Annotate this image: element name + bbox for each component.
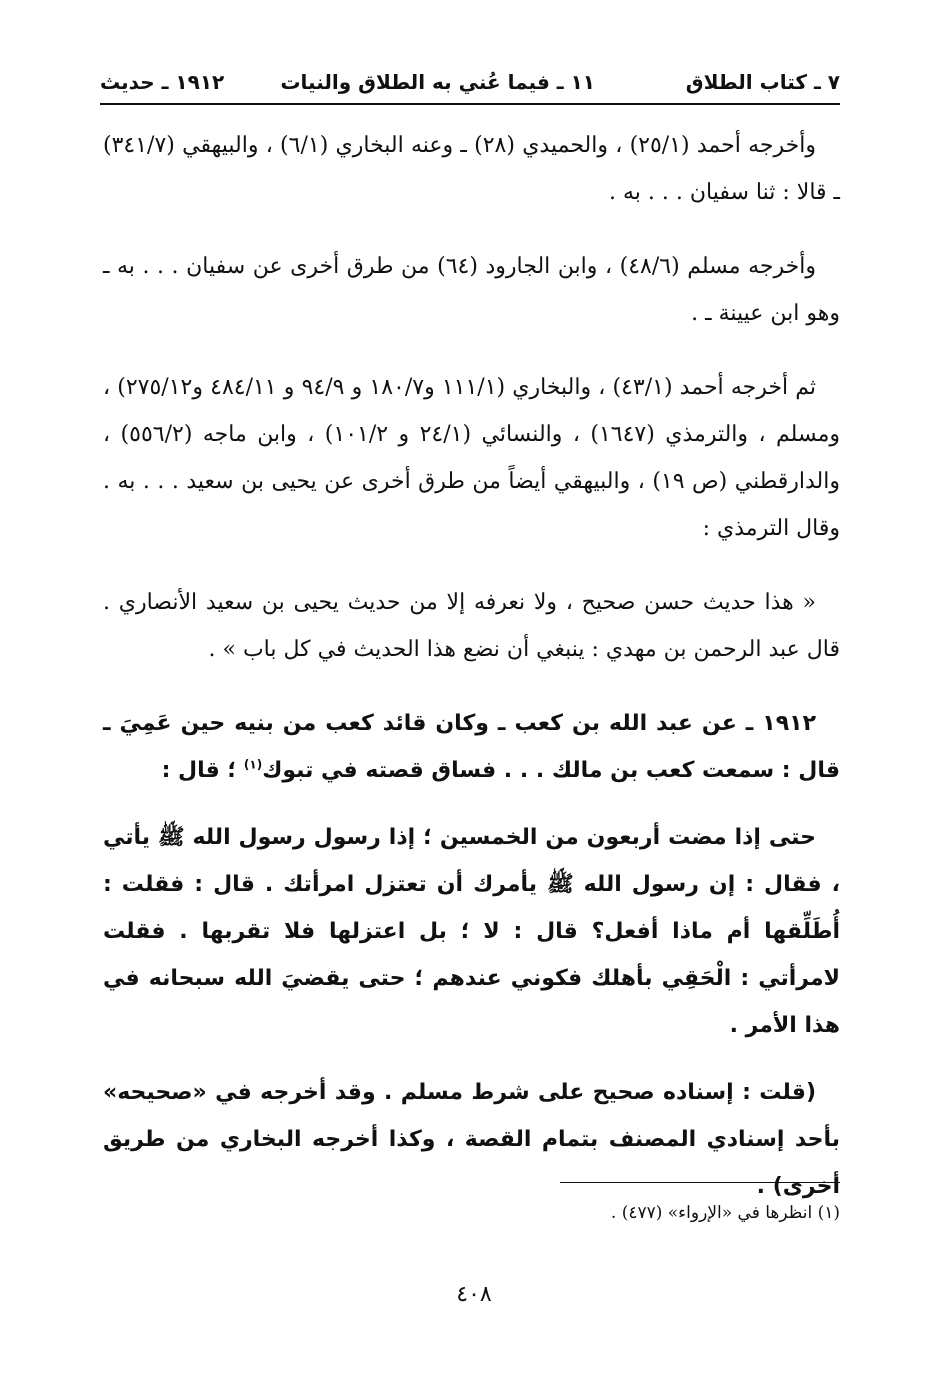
- takhrij-paragraph-1: وأخرجه أحمد (٢٥/١) ، والحميدي (٢٨) ـ وعنه البخاري (٦/١) ، والبيهقي (٣٤١/٧) ـ قالا : ثنا سفيان . . . به .: [103, 133, 840, 205]
- running-header: [100, 62, 840, 102]
- tirmidhi-quote: « هذا حديث حسن صحيح ، ولا نعرفه إلا من حديث يحيى بن سعيد الأنصاري . قال عبد الرحمن بن مهدي : ينبغي أن نضع هذا الحديث في كل باب » .: [103, 590, 840, 662]
- footnote: (١) انظرها في «الإرواء» (٤٧٧) .: [610, 1203, 840, 1223]
- hadith-intro: [103, 700, 840, 794]
- page-body: [103, 122, 840, 1237]
- section-title: ١١ ـ فيما عُني به الطلاق والنيات: [280, 70, 595, 94]
- takhrij-paragraph-3: ثم أخرجه أحمد (٤٣/١) ، والبخاري (١١١/١ و١٨٠/٧ و ٩٤/٩ و ٤٨٤/١١ و٢٧٥/١٢) ، ومسلم ، والترمذي (١٦٤٧) ، والنسائي (٢٤/١ و ١٠١/٢) ، وابن ماجه (٥٥٦/٢) ، والدارقطني (ص ١٩) ، والبيهقي أيضاً من طرق أخرى عن يحيى بن سعيد . . . به . وقال الترمذي :: [103, 375, 840, 541]
- takhrij-paragraph-2: وأخرجه مسلم (٤٨/٦) ، وابن الجارود (٦٤) من طرق أخرى عن سفيان . . . به ـ وهو ابن عيينة ـ .: [103, 254, 840, 326]
- chapter-title: ٧ ـ كتاب الطلاق: [685, 70, 840, 94]
- footnote-marker: (١): [243, 757, 263, 772]
- hadith-intro-end: ؛ قال :: [161, 758, 244, 783]
- hadith-label: ١٩١٢ ـ حديث: [100, 70, 225, 94]
- hadith-intro-text: ١٩١٢ ـ عن عبد الله بن كعب ـ وكان قائد كعب من بنيه حين عَمِيَ ـ قال : سمعت كعب بن مالك . . . فساق قصته في تبوك: [103, 711, 840, 783]
- hadith-text: حتى إذا مضت أربعون من الخمسين ؛ إذا رسول رسول الله ﷺ يأتي ، فقال : إن رسول الله ﷺ يأمرك أن تعتزل امرأتك . قال : فقلت : أُطَلِّقها أم ماذا أفعل؟ قال : لا ؛ بل اعتزلها فلا تقربها . فقلت لامرأتي : الْحَقِي بأهلك فكوني عندهم ؛ حتى يقضيَ الله سبحانه في هذا الأمر .: [103, 825, 840, 1038]
- footnote-divider: [560, 1182, 840, 1183]
- header-divider: [100, 103, 840, 105]
- grading-comment: (قلت : إسناده صحيح على شرط مسلم . وقد أخرجه في «صحيحه» بأحد إسنادي المصنف بتمام القصة ، وكذا أخرجه البخاري من طريق أخرى) .: [103, 1080, 840, 1199]
- page-number: ٤٠٨: [456, 1282, 492, 1307]
